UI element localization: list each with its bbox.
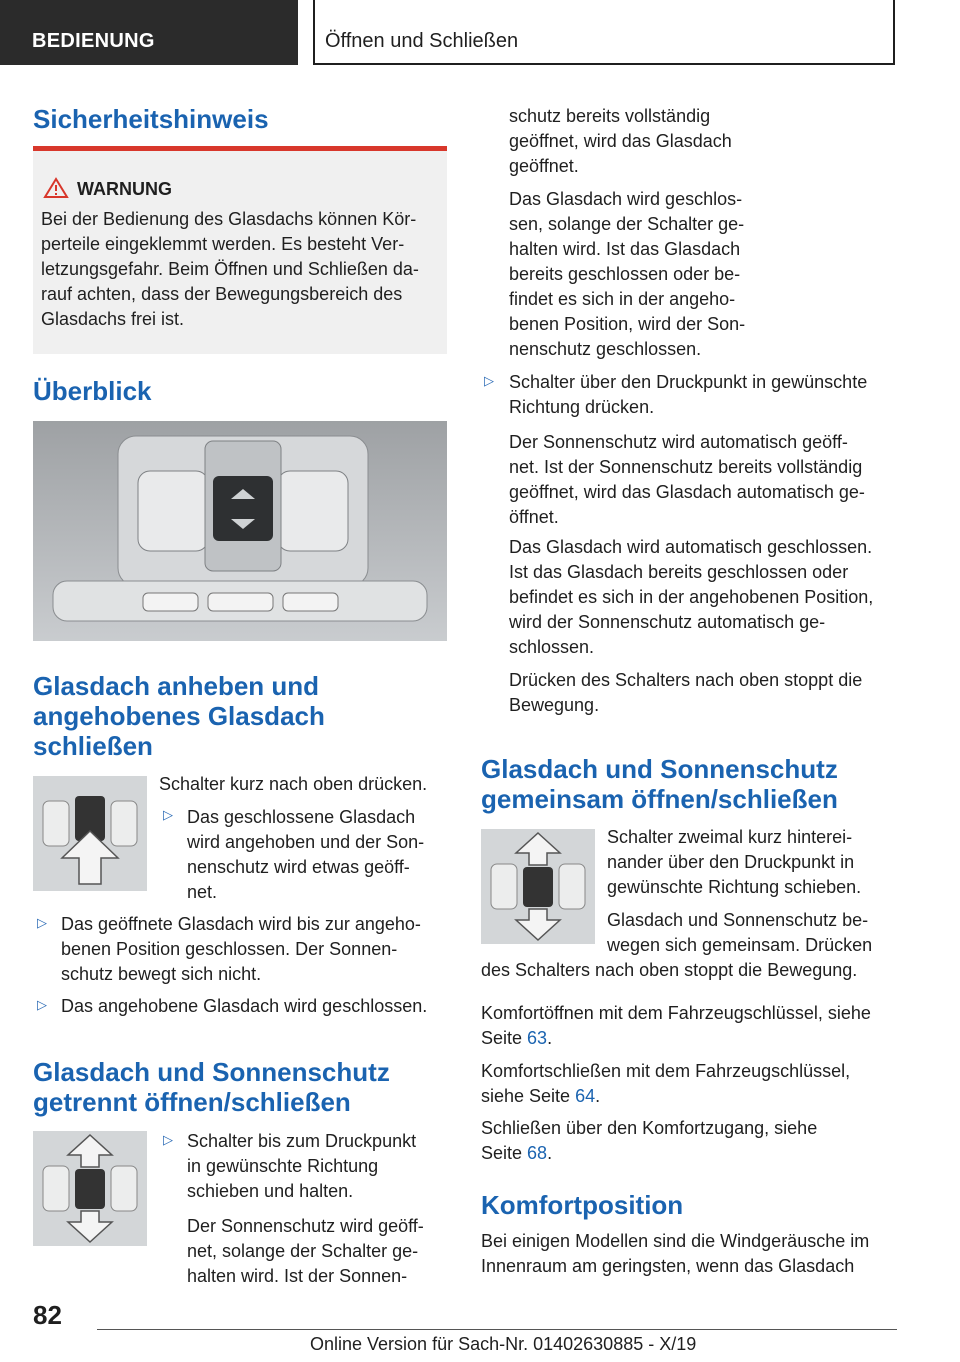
- separate-bullet-1: Schalter bis zum Druckpunkt in gewünschte Richtung schieben und halten.: [187, 1131, 417, 1201]
- comfort-open: Komfortöffnen mit dem Fahrzeugschlüssel, siehe Seite 63.: [481, 1003, 871, 1048]
- page-link-64[interactable]: 64: [575, 1086, 596, 1106]
- raise-bullet-2: Das geöffnete Glasdach wird bis zur angeho- benen Position geschlossen. Der Sonnen- schutz bewegt sich nicht.: [61, 914, 421, 984]
- right-b2-para-1: Der Sonnenschutz wird automatisch geöff- net. Ist der Sonnenschutz bereits vollständig geöffnet, wird das Glasdach automatisch ge- öffnet.: [509, 432, 865, 527]
- section-label: BEDIENUNG: [32, 30, 155, 52]
- heading-overview: Überblick: [33, 376, 152, 406]
- bullet-triangle-icon: ▷: [484, 373, 494, 388]
- heading-comfort-position: Komfortposition: [481, 1190, 684, 1220]
- page-link-63[interactable]: 63: [527, 1028, 548, 1048]
- right-b2-para-2: Das Glasdach wird automatisch geschlossen. Ist das Glasdach bereits geschlossen oder befindet es sich in der angehobenen Position, wird der Sonnenschutz automatisch ge- schlossen.: [509, 537, 874, 657]
- raise-intro: Schalter kurz nach oben drücken.: [159, 774, 428, 794]
- page-number: 82: [33, 1300, 62, 1330]
- right-b2-para-3: Drücken des Schalters nach oben stoppt die Bewegung.: [509, 670, 863, 715]
- heading-raise: Glasdach anheben und angehobenes Glasdach schließen: [33, 671, 325, 761]
- right-cont-1: schutz bereits vollständig geöffnet, wird das Glasdach geöffnet.: [509, 106, 732, 176]
- raise-bullet-1: Das geschlossene Glasdach wird angehoben und der Son- nenschutz wird etwas geöff- net.: [187, 807, 425, 902]
- comfort-close: Komfortschließen mit dem Fahrzeugschlüssel, siehe Seite 64.: [481, 1061, 851, 1106]
- warning-box: [33, 146, 447, 354]
- bullet-triangle-icon: ▷: [163, 807, 173, 822]
- raise-bullet-3: Das angehobene Glasdach wird geschlossen.: [61, 996, 428, 1016]
- overview-photo: [33, 421, 447, 641]
- heading-separate: Glasdach und Sonnenschutz getrennt öffnen/schließen: [33, 1057, 390, 1117]
- heading-together: Glasdach und Sonnenschutz gemeinsam öffnen/schließen: [481, 754, 838, 814]
- bullet-triangle-icon: ▷: [163, 1132, 173, 1147]
- page-link-68[interactable]: 68: [527, 1143, 548, 1163]
- warning-title: WARNUNG: [77, 179, 172, 199]
- header-underline: [313, 63, 895, 65]
- warning-text: Bei der Bedienung des Glasdachs können Kör- perteile eingeklemmt werden. Es besteht Ver- letzungsgefahr. Beim Öffnen und Schließen da- rauf achten, dass der Bewegungsbereich des Glasdachs frei ist.: [41, 209, 419, 329]
- together-para-1: Schalter zweimal kurz hinterei- nander über den Druckpunkt in gewünschte Richtung schieben.: [607, 827, 862, 897]
- footer-text: Online Version für Sach-Nr. 01402630885 - X/19: [310, 1334, 697, 1354]
- thumb-raise: [33, 776, 147, 891]
- comfort-access: Schließen über den Komfortzugang, siehe Seite 68.: [481, 1118, 818, 1163]
- chapter-title: Öffnen und Schließen: [325, 30, 519, 52]
- bullet-triangle-icon: ▷: [37, 915, 47, 930]
- thumb-together: [481, 829, 595, 944]
- header-divider: [313, 0, 315, 64]
- bullet-triangle-icon: ▷: [37, 997, 47, 1012]
- right-bullet-2: Schalter über den Druckpunkt in gewünschte Richtung drücken.: [509, 372, 868, 417]
- right-cont-2: Das Glasdach wird geschlos- sen, solange der Schalter ge- halten wird. Ist das Glasdach bereits geschlossen oder be- findet es sich in der angeho- benen Position, wird der Son- nenschutz geschlossen.: [509, 189, 746, 359]
- thumb-separate: [33, 1131, 147, 1246]
- heading-safety: Sicherheitshinweis: [33, 104, 269, 134]
- separate-para: Der Sonnenschutz wird geöff- net, solange der Schalter ge- halten wird. Ist der Sonnen-: [187, 1216, 424, 1286]
- section-tab: [0, 0, 298, 65]
- header-divider-right: [893, 0, 895, 64]
- together-para-2: Glasdach und Sonnenschutz be- wegen sich gemeinsam. Drücken: [607, 910, 873, 955]
- together-para-2-end: des Schalters nach oben stoppt die Bewegung.: [481, 960, 858, 980]
- footer-rule: [97, 1329, 897, 1330]
- comfort-position-para: Bei einigen Modellen sind die Windgeräusche im Innenraum am geringsten, wenn das Glasdach: [481, 1231, 870, 1276]
- warning-triangle-icon: [43, 177, 69, 199]
